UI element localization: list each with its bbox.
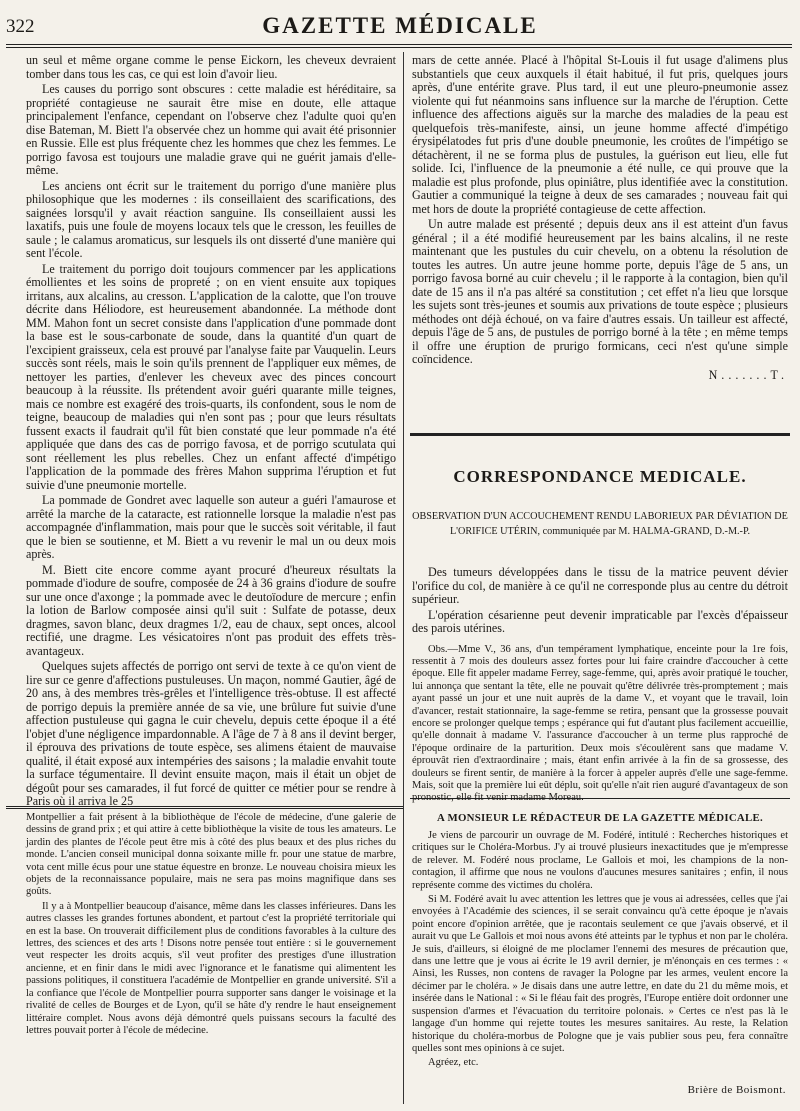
paragraph: Si M. Fodéré avait lu avec attention les lettres que je vous ai adressées, celles que j'ai envoyées à l'Académie des sciences, il se serait convaincu qu'à cette époque je n'avais point encore d'opinion arrêtée, que je racontais seulement ce que j'avais observé, et il aurait vu que Le Gallois et moi nous avons été atteints par le typhus et non par le choléra. Je suis, d'ailleurs, si éloigné de me ploclamer l'ennemi des mesures de précaution que, dans une lettre que je vous ai écrite le 19 avril dernier, je m'énonçais en ces termes : « Ainsi, les Russes, non contens de ravager la Pologne par les armes, veulent encore la décimer par le choléra. » Je disais dans une autre lettre, en date du 21 du même mois, et insérée dans le National : « Si le fléau fait des progrès, l'Europe entière doit ordonner une suspension d'armes et l'évacuation du territoire polonais. » Certes ce n'est pas là le langage d'un homme qui rejette toutes les mesures sanitaires. Au reste, la Relation historique du choléra-morbus de Pologne que je vais publier sous peu, fera connaître quelles sont mes opinions à ce sujet. — [412, 894, 788, 1054]
paragraph: mars de cette année. Placé à l'hôpital St-Louis il fut usage d'alimens plus substantiels que ceux auxquels il était habitué, il fut pris, quelques jours après, d'une entérite grave. Plus tard, il eut une pleuro-pneumonie assez violente qui fut néanmoins sans influence sur la marche de l'éruption. Cette influence des affections aiguës sur la marche des maladies de la peau est quelquefois très-manifeste, ainsi, un jeune homme affecté d'impétigo érysipélatodes fut pris d'une double pneumonie, les croûtes de l'impétigo se détachèrent, il ne se forma plus de pustules, la guérison eut lieu, elle fut solide. Ici, l'influence de la pneumonie a été nulle, ce qui prouve que la maladie est plus profonde, plus opiniâtre, plus identifiée avec la constitution. Gautier a communiqué la teigne à deux de ses camarades ; nouveau fait qui met hors de doute la propriété contagieuse de cette affection. — [412, 53, 788, 216]
header-rule — [6, 44, 792, 48]
page-number: 322 — [6, 16, 35, 37]
page-title: GAZETTE MÉDICALE — [262, 13, 538, 38]
author-signature: N.......T. — [708, 367, 788, 382]
paragraph: Je viens de parcourir un ouvrage de M. Fodéré, intitulé : Recherches historiques et critiques sur le Choléra-Morbus. J'y ai trouvé plusieurs inexactitudes que je m'empresse de relever. M. Fodéré nous proclame, Le Gallois et moi, les champions de la non-contagion, il affirme que nous ne voulons d'aucunes mesures sanitaires ; enfin, il nous représente comme des victimes du choléra. — [412, 830, 788, 891]
right-column-article — [412, 54, 788, 426]
paragraph: Il y a à Montpellier beaucoup d'aisance, même dans les classes inférieures. Dans les autres classes les grandes fortunes abondent, et partout c'est la propriété territoriale qui en est la base. On trouverait difficilement plus de conditions favorables à la culture des lettres, des sciences et des arts ! Disons notre pensée tout entière : si le gouvernement veut respecter les droits acquis, s'il veut profiter des prestiges d'une illustration ancienne, et en finir dans le midi avec l'ignorance et le fanatisme qui alimentent les passions politiques, il constituera l'académie de Montpellier en grande université. S'il a la confiance que l'école de Montpellier pourra supporter sans danger le voisinage et la rivalité de celles de Bourges et de Lyon, qu'il se hâte d'y rendre le haut enseignement littéraire complet. Nous avons déjà démontré quels puissans secours la faculté des lettres pouvait porter à l'école de médecine. — [26, 900, 396, 1036]
paragraph: un seul et même organe comme le pense Eickorn, les cheveux devraient tomber dans tous les cas, ce qui est loin d'avoir lieu. — [26, 53, 396, 81]
paragraph: Un autre malade est présenté ; depuis deux ans il est atteint d'un favus général ; il a été modifié heureusement par les bains alcalins, il ne reste maintenant que les pustules du cuir chevelu, on a obtenu la résolution de toutes les autres. Un autre jeune homme porte, depuis l'âge de 5 ans, un porrigo favosa borné au cuir chevelu ; il le rapporte à la contagion, bien qu'il date de 15 ans il n'a pas altéré sa constitution ; cet effet n'a lieu que lorsque les sujets sont très-jeunes et soumis aux privations de toute espèce ; plusieurs méthodes ont déjà échoué, on va faire d'autres essais. Un tailleur est affecté, depuis l'âge de 5 ans, de pustules de porrigo borné à la tête ; en même temps il offre une éruption de prurigo formicans, ceci n'est qu'une simple coïncidence. — [412, 217, 788, 366]
paragraph: Le traitement du porrigo doit toujours commencer par les applications émollientes et les soins de propreté ; on en vient ensuite aux topiques irritans, aux alcalins, au cresson. L'application de la calotte, que l'on trouve décrite dans Héliodore, est heureusement abandonnée. La méthode dont MM. Mahon font un secret consiste dans l'application d'une pommade dont la base est le sous-carbonate de soude, dans la quantité d'un quart de l'excipient graisseux, cela est prouvé par l'analyse faite par Vauquelin. Leurs succès sont réels, mais le soin qu'ils prennent de l'appliquer eux mêmes, de nettoyer les parties, d'enlever les cheveux avec des pinces concourt beaucoup à la réussite. Ils prétendent avoir guéri quarante mille teignes, mais ce nombre est exagéré des trois-quarts, ils confondent, sous le nom de teigne, beaucoup de maladies qui n'en sont pas ; pour que leurs résultats fussent exacts il faudrait qu'il fût bien constaté que leur pommade n'a été appliquée que dans des cas de porrigo favosa, et de porrigo scutulata qui sont réellement les plus rebelles. Chez un enfant affecté d'impétigo l'application de la pommade des frères Mahon supprima l'éruption et fut suivie d'une pneumonie mortelle. — [26, 261, 396, 492]
paragraph: La pommade de Gondret avec laquelle son auteur a guéri l'amaurose et arrêté la marche de la cataracte, est rationnelle lorsque la maladie n'est pas accompagnée d'inflammation, mais pour que le succès soit véritable, il faut que le bien se soutienne, et M. Biett a vu revenir le mal un ou deux mois après. — [26, 493, 396, 561]
lettre-body — [412, 830, 788, 1082]
paragraph: Agréez, etc. — [428, 1057, 479, 1069]
paragraph: L'opération césarienne peut devenir impraticable par l'excès d'épaisseur des parois utérines. — [412, 607, 788, 635]
paragraph: Quelques sujets affectés de porrigo ont servi de texte à ce qu'on vient de lire sur ce genre d'affections pustuleuses. Un maçon, nommé Gautier, âgé de 20 ans, à des membres très-grêles et l'intelligence très-obtuse. Il est affecté de porrigo depuis la première année de sa vie, une brûlure fut suivie d'une affection pustuleuse qui gagna le cuir chevelu, depuis cette époque il a été l'objet d'une négligence impardonnable. A l'âge de 7 à 8 ans il devint berger, il éprouva des privations de toute espèce, ses alimens étaient de mauvaise qualité, il était exposé aux intempéries des saisons ; la maladie envahit toute la surface tégumentaire. Il devint ensuite maçon, mais il était un objet de dégoût pour ses camarades, il fut forcé de quitter ce métier pour se rendre à Paris où il arriva le 25 — [26, 659, 396, 808]
section-divider-right — [410, 433, 790, 436]
paragraph: Montpellier a fait présent à la bibliothèque de l'école de médecine, d'une galerie de dessins de grand prix ; et qui attire à cette bibliothèque la visite de tous les amateurs. Le jardin des plantes de l'école peut être mis à côté des plus beaux et des plus riches du monde. L'ancien conseil municipal donna soixante mille fr. pour une statue de marbre, vota cent mille écus pour une statue équestre en bronze. Le nouveau choisira mieux les objets de la reconnaissance populaire, mais ne sera pas moins magnifique dans ses goûts. — [26, 812, 396, 898]
correspondance-body — [412, 565, 788, 804]
bottom-left-article — [26, 812, 396, 1104]
paragraph: Des tumeurs développées dans le tissu de la matrice peuvent dévier l'orifice du col, de manière à ce qu'il ne corresponde plus au centre du détroit supérieur. — [412, 565, 788, 606]
lettre-signature: Brière de Boismont. — [687, 1084, 786, 1096]
column-divider — [403, 52, 404, 1104]
section-subtitle: OBSERVATION D'UN ACCOUCHEMENT RENDU LABORIEUX PAR DÉVIATION DE L'ORIFICE UTÉRIN, communiquée par M. HALMA-GRAND, D.-M.-P. — [412, 511, 788, 537]
paragraph: Les causes du porrigo sont obscures : cette maladie est héréditaire, sa propriété contagieuse ne saurait être mise en doute, elle attaque principalement l'enfance, cependant on l'observe chez l'adulte quoi qu'en dise Bateman, M. Biett l'a observée chez un homme qui avait été prisonnier en Russie. Elle est plus fréquente chez les hommes que chez les femmes. Le porrigo favosa est toujours une maladie grave qui ne guérit jamais d'elle-même. — [26, 82, 396, 177]
section-title-correspondance: CORRESPONDANCE MEDICALE. — [453, 467, 747, 486]
observation-paragraph: Obs.—Mme V., 36 ans, d'un tempérament lymphatique, enceinte pour la 1re fois, ressentit à 7 mois des douleurs assez fortes pour lui faire craindre d'accoucher à cette époque. Elle fit appeler madame Ferrey, sage-femme, qui, après avoir pratiqué le toucher, lui annonça que sentant la tête, elle ne pouvait qu'être délivrée très-promptement ; mais ayant passé un jour et une nuit auprès de la dame V., et voyant que le travail, loin d'avancer, restait stationnaire, la sage-femme se retira, pensant que la grossesse pouvait encore se prolonger quelque temps ; espérance qui fut d'autant plus facilement accueillie, qu'elle donnait à madame V. l'assurance d'accoucher à un terme plus rapproché de l'époque ordinaire de la parturition. Deux mois s'écoulèrent sans que madame V. éprouvât rien d'extraordinaire ; mais, étant enfin arrivée à la fin de sa grossesse, des douleurs se firent sentir, de manière à la forcer à appeler auprès d'elle une sage-femme. Mais, soit que la première lui eût déplu, soit qu'elle n'ait rien auguré d'avantageux de son pronostic, elle fit venir madame Moreau. — [412, 643, 788, 804]
paragraph: M. Biett cite encore comme ayant procuré d'heureux résultats la pommade d'iodure de soufre, composée de 24 à 36 grains d'iodure de soufre sur une once d'axonge ; la pommade avec le deutoïodure de mercure ; enfin la lotion de Barlow composée ainsi qu'il suit : Sulfate de potasse, deux dragmes, savon blanc, deux dragmes 1/2, eau de chaux, sept onces, alcool rectifié, une dragme. Les vésicatoires n'ont pas produit des effets très-avantageux. — [26, 562, 396, 658]
page-header — [0, 0, 800, 50]
left-column-article — [26, 54, 396, 806]
section-title-lettre: A MONSIEUR LE RÉDACTEUR DE LA GAZETTE MÉDICALE. — [436, 812, 764, 824]
paragraph: Les anciens ont écrit sur le traitement du porrigo d'une manière plus philosophique que les modernes : ils conseillaient des scarifications, des saignées lorsqu'il y avait réaction sanguine. Ils conseillaient aussi les laxatifs, puis une foule de moyens locaux tels que le cresson, les feuilles de saule ; le calamus aromaticus, sur lesquels ils ont disserté d'une manière qui sent l'école. — [26, 178, 396, 260]
